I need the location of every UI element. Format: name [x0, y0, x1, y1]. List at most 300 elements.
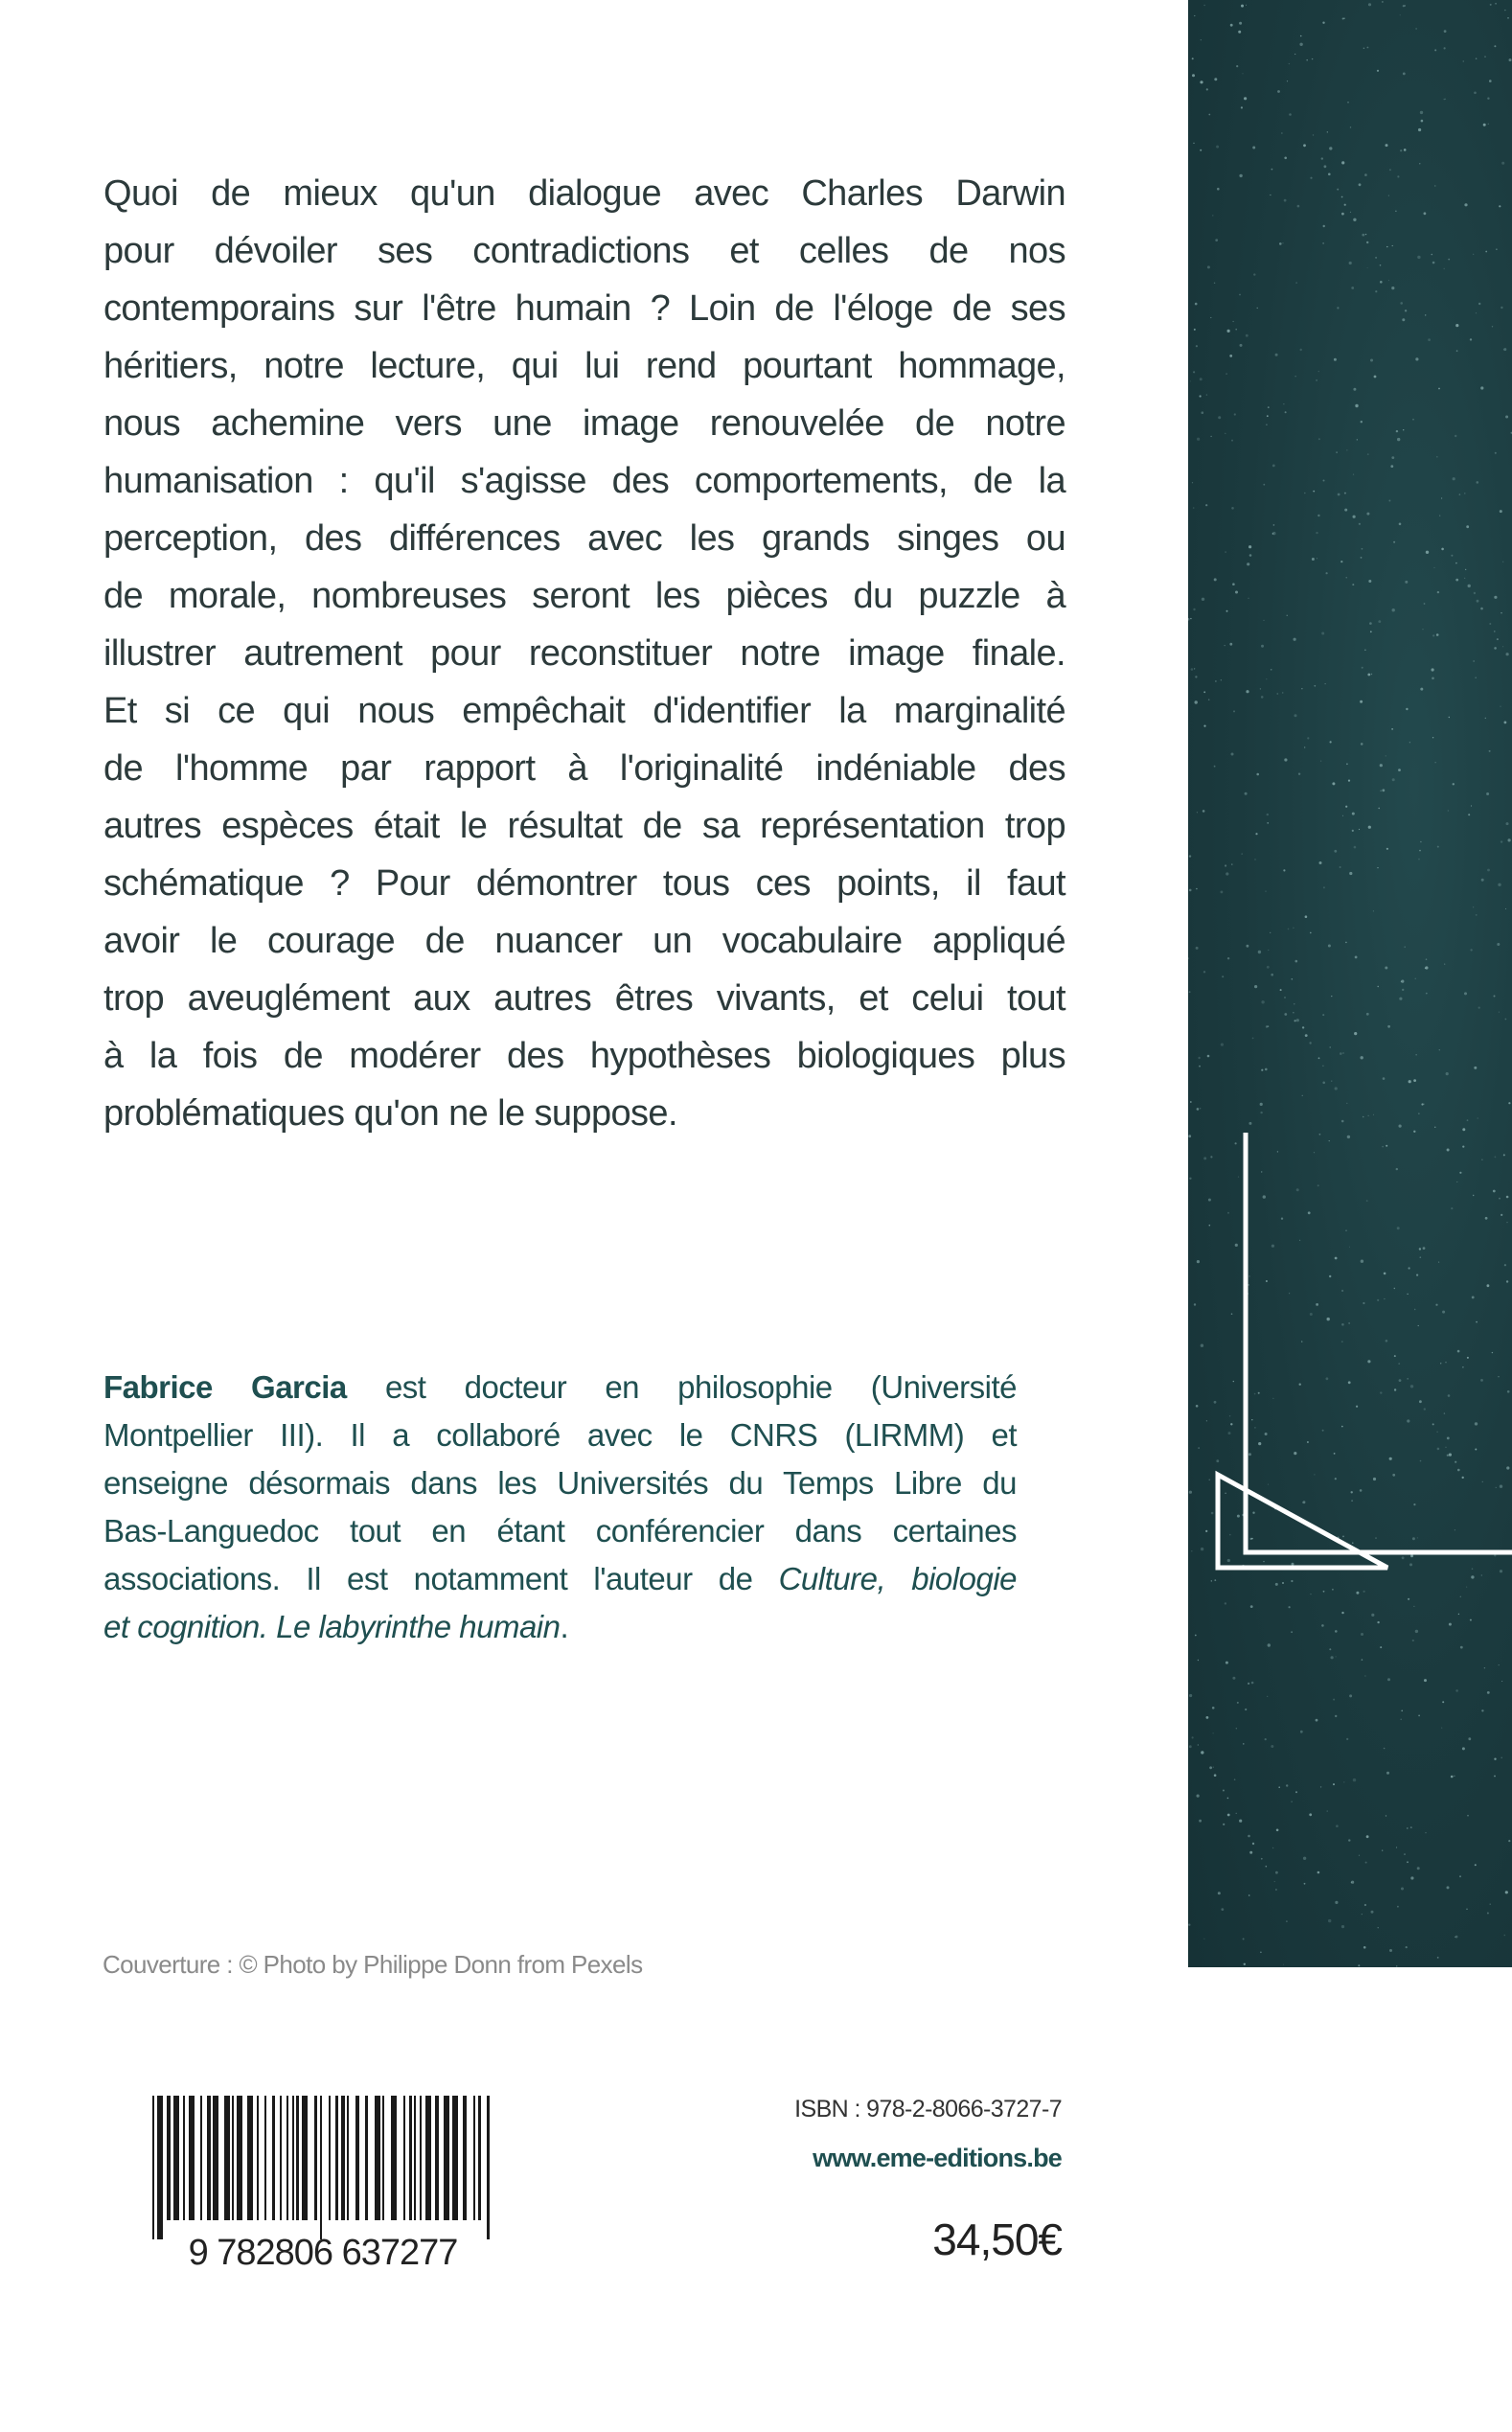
star [1299, 1240, 1300, 1241]
summary-line: avoir le courage de nuancer un vocabulaire appliqué [103, 921, 1065, 961]
star [1210, 1156, 1212, 1158]
star [1248, 1683, 1249, 1685]
star [1251, 1682, 1254, 1685]
summary-line: nous achemine vers une image renouvelée de notre [103, 403, 1065, 444]
star [1248, 1284, 1249, 1286]
star [1215, 239, 1218, 241]
bio-text: Montpellier III). Il a collaboré avec le CNRS (LIRMM) et [103, 1417, 1017, 1453]
star [1447, 1437, 1450, 1440]
star [1366, 241, 1368, 243]
star [1410, 1554, 1413, 1557]
star [1501, 307, 1502, 309]
star [1485, 1217, 1488, 1220]
star [1302, 1026, 1304, 1028]
star [1498, 1376, 1499, 1377]
book-title: et cognition. Le labyrinthe humain [103, 1609, 561, 1644]
cover-photo-panel [1188, 0, 1512, 1967]
star [1455, 579, 1458, 582]
star [1284, 199, 1287, 202]
star [1320, 1786, 1321, 1787]
star [1392, 778, 1395, 781]
star [1252, 147, 1255, 149]
cover-credit: Couverture : © Photo by Philippe Donn from Pexels [103, 1950, 643, 1979]
star [1289, 1293, 1290, 1294]
star [1387, 1025, 1390, 1028]
star [1247, 562, 1249, 565]
barcode-bar [286, 2096, 288, 2220]
star [1494, 1758, 1496, 1760]
star [1272, 1398, 1273, 1399]
star [1392, 608, 1395, 611]
barcode-bar [478, 2096, 481, 2220]
star [1459, 493, 1461, 495]
star [1275, 1889, 1277, 1891]
star [1218, 1892, 1221, 1894]
star [1267, 966, 1270, 969]
star [1341, 196, 1343, 198]
barcode-bar [403, 2096, 405, 2220]
star [1481, 1159, 1482, 1160]
star [1441, 1728, 1442, 1729]
star [1494, 996, 1496, 998]
star [1444, 964, 1445, 965]
star [1201, 1751, 1203, 1754]
star [1342, 1536, 1344, 1538]
star [1305, 915, 1308, 918]
star [1453, 783, 1455, 785]
star [1455, 435, 1456, 437]
publisher-website-link[interactable]: www.eme-editions.be [813, 2144, 1062, 2172]
star [1366, 1835, 1369, 1838]
star [1402, 1556, 1405, 1559]
star [1419, 1248, 1421, 1250]
star [1499, 1198, 1501, 1200]
star [1207, 1055, 1210, 1058]
star [1380, 1391, 1382, 1393]
star [1256, 773, 1259, 776]
star [1316, 379, 1317, 381]
star [1366, 513, 1369, 516]
barcode-bar [272, 2096, 275, 2220]
star [1317, 1871, 1320, 1874]
star [1249, 1275, 1250, 1277]
star [1221, 679, 1222, 680]
star [1271, 974, 1273, 976]
star [1189, 1178, 1191, 1180]
star [1201, 1548, 1203, 1550]
star [1497, 943, 1500, 946]
star [1282, 1582, 1284, 1584]
star [1265, 1068, 1268, 1071]
star [1367, 47, 1369, 49]
star [1462, 1477, 1464, 1479]
price: 34,50€ [932, 2214, 1062, 2264]
barcode-bar [280, 2096, 282, 2220]
star [1392, 1474, 1395, 1477]
star [1225, 864, 1226, 866]
star [1380, 764, 1383, 767]
star [1323, 886, 1325, 888]
star [1504, 1935, 1506, 1937]
star [1198, 1447, 1199, 1448]
star [1455, 1461, 1456, 1463]
star [1229, 1534, 1231, 1536]
star [1407, 1419, 1409, 1422]
star [1378, 808, 1380, 810]
bio-text: associations. Il est notamment l'auteur de [103, 1561, 753, 1596]
star [1435, 762, 1436, 763]
barcode-bar [444, 2096, 449, 2220]
star [1231, 1313, 1233, 1315]
star [1382, 1, 1383, 2]
star [1228, 1432, 1231, 1434]
star [1295, 960, 1298, 963]
star [1442, 1311, 1445, 1314]
star [1406, 708, 1408, 710]
star [1404, 946, 1406, 948]
star [1282, 692, 1284, 694]
star [1192, 74, 1195, 77]
star [1466, 1587, 1467, 1588]
star [1436, 633, 1439, 636]
star [1462, 1128, 1465, 1131]
barcode-bar [463, 2096, 467, 2220]
star [1276, 693, 1278, 695]
star [1463, 61, 1464, 62]
star [1223, 1790, 1225, 1792]
summary-line: Et si ce qui nous empêchait d'identifier la marginalité [103, 691, 1065, 731]
star [1226, 610, 1228, 612]
star [1329, 147, 1332, 149]
star [1474, 92, 1477, 95]
star [1288, 929, 1290, 930]
star [1392, 245, 1393, 246]
star [1389, 169, 1391, 171]
star [1202, 598, 1204, 601]
star [1241, 5, 1244, 8]
star [1253, 273, 1255, 275]
star [1196, 345, 1198, 347]
star [1462, 1366, 1464, 1368]
star [1314, 1474, 1315, 1475]
star [1475, 677, 1477, 678]
star [1195, 676, 1197, 677]
star [1356, 1592, 1359, 1595]
star [1362, 1914, 1363, 1915]
star [1434, 567, 1435, 568]
star [1494, 631, 1496, 632]
star [1196, 888, 1198, 890]
star [1405, 310, 1407, 311]
star [1456, 350, 1458, 352]
star [1333, 1699, 1335, 1701]
star [1281, 132, 1282, 133]
star [1336, 451, 1338, 453]
star [1439, 1049, 1440, 1050]
star [1353, 388, 1356, 391]
star [1400, 302, 1403, 305]
summary-line: illustrer autrement pour reconstituer notre image finale. [103, 633, 1065, 674]
star [1212, 215, 1213, 216]
star [1386, 1145, 1387, 1147]
star [1207, 265, 1210, 268]
barcode-bar [302, 2096, 308, 2220]
barcode-bar [232, 2096, 234, 2220]
star [1399, 1125, 1402, 1128]
star [1419, 850, 1421, 852]
star [1384, 1748, 1386, 1750]
star [1345, 942, 1347, 944]
star [1335, 1257, 1338, 1260]
star [1275, 1871, 1278, 1874]
star [1244, 1963, 1246, 1965]
star [1480, 608, 1483, 610]
star [1193, 371, 1195, 373]
star [1504, 10, 1505, 11]
star [1413, 1079, 1416, 1082]
star [1428, 338, 1431, 341]
star [1412, 1537, 1415, 1540]
star [1346, 1103, 1347, 1104]
star [1360, 700, 1363, 703]
barcode-bar [355, 2096, 359, 2220]
star [1436, 1432, 1438, 1434]
star [1361, 1260, 1363, 1263]
barcode-bar [237, 2096, 242, 2220]
star [1401, 1888, 1404, 1891]
star [1416, 1054, 1417, 1055]
barcode-bar [264, 2096, 266, 2220]
star [1197, 1260, 1200, 1263]
star [1397, 1227, 1400, 1229]
star [1347, 102, 1349, 103]
star [1447, 1886, 1450, 1889]
star [1193, 507, 1195, 509]
star [1341, 1323, 1344, 1326]
star [1235, 1244, 1238, 1247]
star [1235, 1142, 1237, 1144]
star [1365, 1862, 1367, 1864]
star [1298, 773, 1300, 775]
star [1353, 516, 1356, 518]
star [1226, 872, 1228, 875]
star [1361, 421, 1363, 423]
summary-line: autres espèces était le résultat de sa représentation trop [103, 806, 1065, 846]
star [1293, 928, 1294, 929]
star [1345, 806, 1347, 808]
star [1295, 376, 1296, 377]
star [1231, 507, 1234, 510]
summary-line: pour dévoiler ses contradictions et celles de nos [103, 231, 1065, 271]
star [1434, 1127, 1435, 1128]
star [1268, 1484, 1269, 1485]
star [1484, 56, 1486, 57]
star [1384, 1273, 1386, 1275]
star [1444, 1412, 1445, 1413]
star [1291, 1580, 1293, 1582]
star [1362, 667, 1363, 669]
star [1304, 746, 1305, 747]
star [1432, 737, 1433, 738]
star [1359, 829, 1360, 830]
star [1481, 879, 1484, 882]
star [1292, 1563, 1294, 1566]
star [1424, 1408, 1426, 1410]
star [1191, 668, 1194, 671]
star [1444, 30, 1447, 33]
star [1218, 416, 1221, 419]
star [1408, 1378, 1409, 1379]
star [1426, 958, 1428, 960]
star [1265, 1738, 1267, 1740]
star [1211, 1580, 1212, 1581]
star [1355, 956, 1358, 959]
star [1200, 149, 1202, 151]
star [1487, 1284, 1490, 1287]
star [1212, 1707, 1215, 1709]
bio-text: Bas-Languedoc tout en étant conférencier dans certaines [103, 1513, 1017, 1549]
star [1409, 1080, 1411, 1083]
star [1343, 18, 1344, 19]
barcode-bar [167, 2096, 171, 2220]
star [1446, 1447, 1447, 1448]
star [1397, 1906, 1399, 1908]
bio-text: est docteur en philosophie (Université [384, 1369, 1018, 1405]
star [1444, 99, 1446, 101]
star [1466, 1909, 1467, 1910]
star [1382, 1850, 1383, 1851]
star [1189, 1745, 1192, 1748]
star [1205, 1530, 1207, 1532]
barcode-bar [391, 2096, 397, 2220]
star [1190, 618, 1191, 619]
star [1501, 1681, 1502, 1682]
star [1329, 1648, 1331, 1650]
star [1464, 992, 1467, 995]
star [1468, 585, 1471, 587]
star [1239, 294, 1241, 296]
star [1294, 714, 1297, 717]
star [1318, 371, 1319, 372]
barcode-bar [157, 2096, 163, 2239]
star [1336, 1656, 1337, 1657]
star [1500, 706, 1501, 707]
star [1240, 344, 1243, 347]
star [1346, 763, 1348, 765]
star [1398, 1363, 1400, 1365]
star [1453, 477, 1455, 480]
star [1268, 1643, 1271, 1646]
star [1227, 1798, 1229, 1800]
star [1221, 891, 1224, 894]
star [1448, 1394, 1451, 1397]
star [1225, 1493, 1226, 1494]
star [1190, 380, 1191, 381]
star [1349, 1247, 1350, 1248]
star [1500, 1485, 1502, 1488]
star [1344, 493, 1346, 494]
star [1492, 326, 1493, 327]
star [1437, 591, 1439, 593]
star [1362, 234, 1364, 237]
star [1489, 80, 1492, 82]
star [1471, 1575, 1474, 1578]
star [1401, 980, 1404, 983]
star [1203, 5, 1204, 6]
star [1437, 1448, 1440, 1451]
star [1400, 14, 1401, 15]
star [1274, 1881, 1275, 1882]
star [1426, 551, 1429, 554]
star [1488, 124, 1489, 125]
star [1499, 1664, 1500, 1665]
star [1468, 1737, 1471, 1740]
star [1284, 758, 1287, 761]
star [1386, 848, 1388, 850]
star [1455, 1689, 1458, 1692]
star [1334, 1453, 1336, 1455]
star [1314, 685, 1316, 687]
star [1454, 1776, 1455, 1777]
star [1221, 1044, 1224, 1046]
star [1329, 1140, 1330, 1141]
star [1417, 1867, 1420, 1870]
star [1356, 1406, 1358, 1408]
star [1258, 1392, 1260, 1394]
star [1284, 1013, 1287, 1016]
star [1477, 481, 1479, 484]
star [1459, 1172, 1461, 1174]
star [1438, 388, 1440, 390]
star [1419, 1400, 1422, 1403]
star [1410, 1385, 1413, 1388]
star [1294, 638, 1296, 641]
star [1197, 1108, 1200, 1111]
star [1254, 1427, 1256, 1429]
barcode-bar [375, 2096, 380, 2220]
star [1332, 782, 1335, 785]
star [1335, 1630, 1338, 1633]
star [1197, 438, 1200, 441]
star [1432, 634, 1434, 636]
star [1467, 1119, 1469, 1121]
star [1366, 1200, 1368, 1202]
star [1299, 1384, 1301, 1386]
star [1206, 1716, 1209, 1719]
star [1476, 312, 1477, 313]
star [1284, 997, 1286, 998]
star [1474, 1067, 1477, 1069]
star [1364, 1675, 1365, 1676]
star [1403, 429, 1404, 430]
star [1459, 1875, 1461, 1877]
star [1258, 951, 1261, 953]
star [1214, 1774, 1217, 1777]
star [1214, 766, 1216, 768]
star [1197, 1795, 1200, 1798]
star [1496, 249, 1497, 250]
star [1252, 1512, 1254, 1514]
star [1423, 629, 1424, 630]
star [1348, 1322, 1350, 1324]
star [1289, 1606, 1291, 1608]
star [1346, 577, 1347, 578]
star [1317, 515, 1319, 516]
star [1494, 45, 1496, 47]
star [1326, 1377, 1329, 1380]
star [1477, 600, 1479, 603]
star [1249, 1122, 1251, 1125]
